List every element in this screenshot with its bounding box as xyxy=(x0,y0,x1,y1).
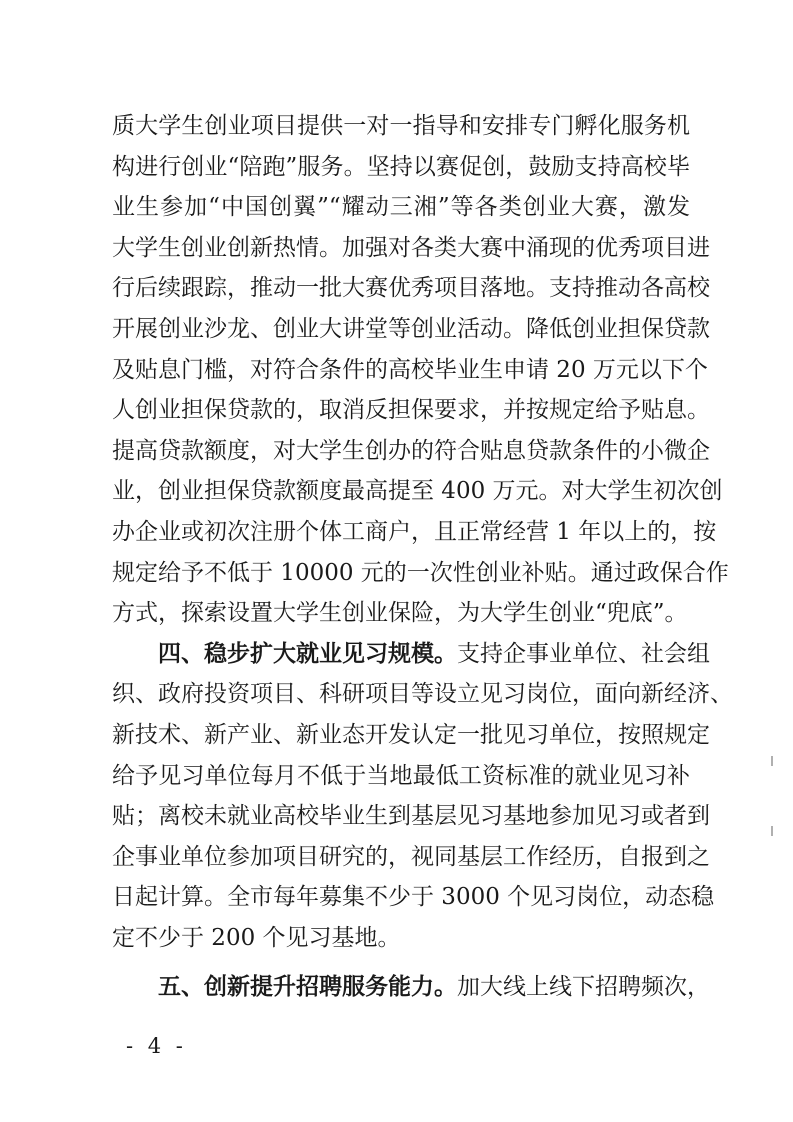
body-line: 业，创业担保贷款额度最高提至 400 万元。对大学生初次创 xyxy=(112,478,723,504)
section-5-first-line-text: 加大线上线下招聘频次， xyxy=(457,974,710,1000)
body-line: 及贴息门槛，对符合条件的高校毕业生申请 20 万元以下个 xyxy=(112,357,708,383)
body-line: 企事业单位参加项目研究的，视同基层工作经历，自报到之 xyxy=(112,844,710,870)
scan-edge-mark xyxy=(771,826,773,836)
section-5-first-line xyxy=(158,971,710,1003)
section-4-heading: 四、稳步扩大就业见习规模。 xyxy=(158,641,457,667)
body-line: 规定给予不低于 10000 元的一次性创业补贴。通过政保合作 xyxy=(112,560,729,586)
scan-edge-mark xyxy=(771,756,773,766)
body-line: 行后续跟踪，推动一批大赛优秀项目落地。支持推动各高校 xyxy=(112,275,710,301)
body-line: 人创业担保贷款的，取消反担保要求，并按规定给予贴息。 xyxy=(112,397,710,423)
body-line: 质大学生创业项目提供一对一指导和安排专门孵化服务机 xyxy=(112,113,690,139)
section-4-first-line xyxy=(158,638,710,670)
body-line: 定不少于 200 个见习基地。 xyxy=(112,925,401,951)
body-line: 贴；离校未就业高校毕业生到基层见习基地参加见习或者到 xyxy=(112,803,710,829)
body-line: 构进行创业“陪跑”服务。坚持以赛促创，鼓励支持高校毕 xyxy=(112,154,690,180)
section-5-heading: 五、创新提升招聘服务能力。 xyxy=(158,974,457,1000)
body-line: 日起计算。全市每年募集不少于 3000 个见习岗位，动态稳 xyxy=(112,884,715,910)
body-line: 方式，探索设置大学生创业保险，为大学生创业“兜底”。 xyxy=(112,600,688,626)
page-number: - 4 - xyxy=(126,1034,187,1058)
body-line: 大学生创业创新热情。加强对各类大赛中涌现的优秀项目进 xyxy=(112,235,710,261)
body-line: 业生参加“中国创翼”“耀动三湘”等各类创业大赛，激发 xyxy=(112,194,690,220)
body-line: 给予见习单位每月不低于当地最低工资标准的就业见习补 xyxy=(112,763,690,789)
section-4-first-line-text: 支持企事业单位、社会组 xyxy=(457,641,710,667)
body-line: 开展创业沙龙、创业大讲堂等创业活动。降低创业担保贷款 xyxy=(112,316,710,342)
body-line: 新技术、新产业、新业态开发认定一批见习单位，按照规定 xyxy=(112,722,710,748)
body-line: 提高贷款额度，对大学生创办的符合贴息贷款条件的小微企 xyxy=(112,438,710,464)
body-line: 办企业或初次注册个体工商户，且正常经营 1 年以上的，按 xyxy=(112,519,717,545)
body-line: 织、政府投资项目、科研项目等设立见习岗位，面向新经济、 xyxy=(112,681,733,707)
